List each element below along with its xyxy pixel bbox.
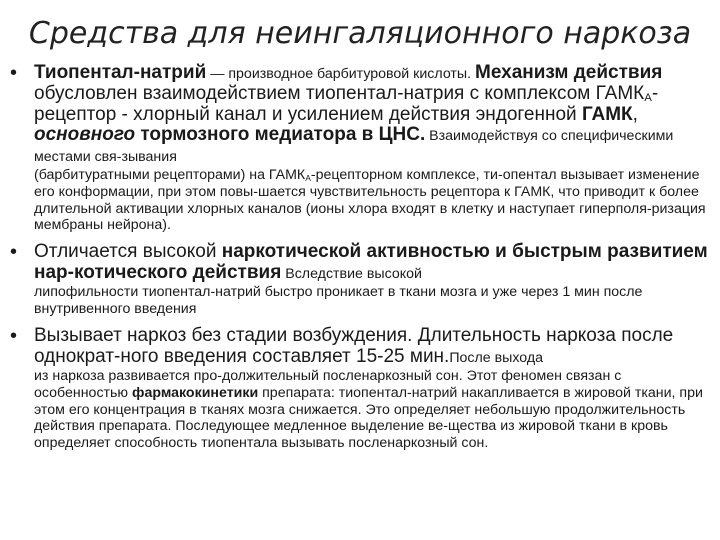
- slide-title: Средства для неингаляционного наркоза: [28, 16, 692, 51]
- activity-reason: Вследствие высокой: [281, 265, 422, 282]
- activity-text: Отличается высокой: [34, 241, 222, 263]
- receptor-text-2: -рецепторном комплексе, ти-опентал вызывает изменение его конформации, при этом повы-шается чувствительность рецептора к ГАМК, что приводит к более длительной активации хлорных каналов (ионы хлора входят в клетку и наступает гиперполя-ризация мембраны нейрона).: [34, 166, 706, 234]
- sleep-text: из наркоза развивается про-должительный посленаркозный сон. Этот феномен связан с особенностью: [34, 367, 622, 401]
- after-exit-text: После выхода: [449, 350, 544, 367]
- bullet-dot: •: [10, 325, 18, 348]
- bullet-text-small: [34, 284, 710, 318]
- mechanism-text: обусловлен взаимодействием тиопентал-натрия с комплексом ГАМК: [34, 82, 645, 104]
- bullet-thiopental-mechanism: [6, 63, 710, 234]
- mechanism-text-2: -рецептор - хлорный канал и усилением действия эндогенной: [34, 82, 659, 125]
- anesthesia-text: Вызывает наркоз без стадии возбуждения. Длительность наркоза после однократ-ного введения составляет 15-25 мин.: [34, 325, 674, 368]
- drug-description: — производное барбитуровой кислоты.: [206, 66, 475, 82]
- inhibitory-mediator: тормозного медиатора в ЦНС.: [135, 124, 426, 146]
- bullet-list: [6, 63, 710, 452]
- comma: ,: [632, 103, 638, 125]
- mechanism-label: Механизм действия: [475, 62, 663, 83]
- pharmacokinetics-text: препарата: тиопентал-натрий накапливается в жировой ткани, при этом его концентрация в тканях мозга снижается. Это определяет небольшую продолжительность действия препарата. Последующее медленное выделение ве-щества из жировой ткани в кровь определяет способность тиопентала вызывать посленаркозный сон.: [34, 384, 703, 452]
- bullet-dot: •: [10, 62, 18, 84]
- main-term: основного: [34, 124, 136, 146]
- bullet-text-large: [34, 63, 710, 167]
- activity-bold: наркотической активностью и быстрым развитием нар-котического действия: [34, 241, 708, 283]
- bullet-text-small: [34, 368, 710, 452]
- subscript-a-2: А: [305, 172, 311, 183]
- bullet-anesthesia: [6, 326, 710, 452]
- bullet-text-large: [34, 242, 710, 284]
- subscript-a: А: [644, 91, 652, 104]
- pharmacokinetics-term: фармакокинетики: [132, 384, 259, 401]
- bullet-text-small: [34, 167, 710, 234]
- bullet-dot: •: [10, 241, 18, 264]
- gaba-term: ГАМК: [581, 103, 633, 125]
- receptor-text: (барбитуратными рецепторами) на ГАМК: [34, 166, 306, 183]
- bullet-text-large: [34, 326, 710, 368]
- binding-text: Взаимодействуя со специфическими местами свя-зывания: [34, 128, 674, 166]
- bullet-activity: [6, 242, 710, 317]
- lipophilicity-text: липофильности тиопентал-натрий быстро проникает в ткани мозга и уже через 1 мин после внутривенного введения: [34, 283, 643, 317]
- drug-name: Тиопентал-натрий: [34, 62, 207, 83]
